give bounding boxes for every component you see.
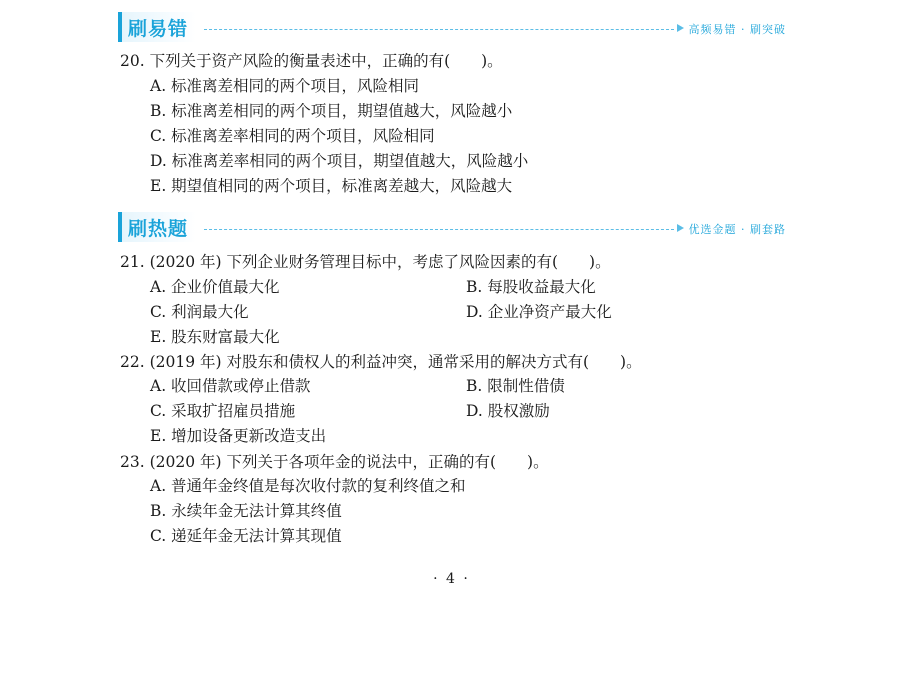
question-20-option-a: A. 标准离差相同的两个项目，风险相同: [150, 77, 420, 95]
arrow-right-icon: [677, 224, 684, 232]
question-20-option-e: E. 期望值相同的两个项目，标准离差越大，风险越大: [150, 177, 513, 195]
question-20-option-c: C. 标准离差率相同的两个项目，风险相同: [150, 127, 435, 145]
section-tag: 高频易错 · 刷突破: [688, 23, 786, 36]
question-23-option-b: B. 永续年金无法计算其终值: [150, 502, 342, 520]
section-divider: [204, 29, 674, 30]
question-20-option-b: B. 标准离差相同的两个项目，期望值越大，风险越小: [150, 102, 513, 120]
question-21-option-d: D. 企业净资产最大化: [466, 303, 612, 321]
question-21-stem: 21. (2020 年) 下列企业财务管理目标中，考虑了风险因素的有( )。: [120, 253, 611, 271]
question-23-option-a: A. 普通年金终值是每次收付款的复利终值之和: [150, 477, 466, 495]
question-22-option-c: C. 采取扩招雇员措施: [150, 402, 296, 420]
question-20-option-d: D. 标准离差率相同的两个项目，期望值越大，风险越小: [150, 152, 529, 170]
question-22-option-a: A. 收回借款或停止借款: [150, 377, 311, 395]
section-divider: [204, 229, 674, 230]
arrow-right-icon: [677, 24, 684, 32]
section-header-hot-questions: [118, 212, 786, 242]
question-23-stem: 23. (2020 年) 下列关于各项年金的说法中，正确的有( )。: [120, 453, 549, 471]
section-title: 刷热题: [118, 212, 196, 242]
section-header-error-prone: [118, 12, 786, 42]
question-22-option-e: E. 增加设备更新改造支出: [150, 427, 327, 445]
question-21-option-b: B. 每股收益最大化: [466, 278, 596, 296]
section-tag: 优选金题 · 刷套路: [688, 223, 786, 236]
question-20-stem: 20. 下列关于资产风险的衡量表述中，正确的有( )。: [120, 52, 503, 70]
question-22-option-b: B. 限制性借债: [466, 377, 565, 395]
question-22-stem: 22. (2019 年) 对股东和债权人的利益冲突，通常采用的解决方式有( )。: [120, 353, 642, 371]
question-21-option-a: A. 企业价值最大化: [150, 278, 280, 296]
question-22-option-d: D. 股权激励: [466, 402, 550, 420]
question-21-option-c: C. 利润最大化: [150, 303, 249, 321]
page-number: · 4 ·: [433, 571, 470, 587]
question-21-option-e: E. 股东财富最大化: [150, 328, 280, 346]
question-23-option-c: C. 递延年金无法计算其现值: [150, 527, 342, 545]
section-title: 刷易错: [118, 12, 196, 42]
